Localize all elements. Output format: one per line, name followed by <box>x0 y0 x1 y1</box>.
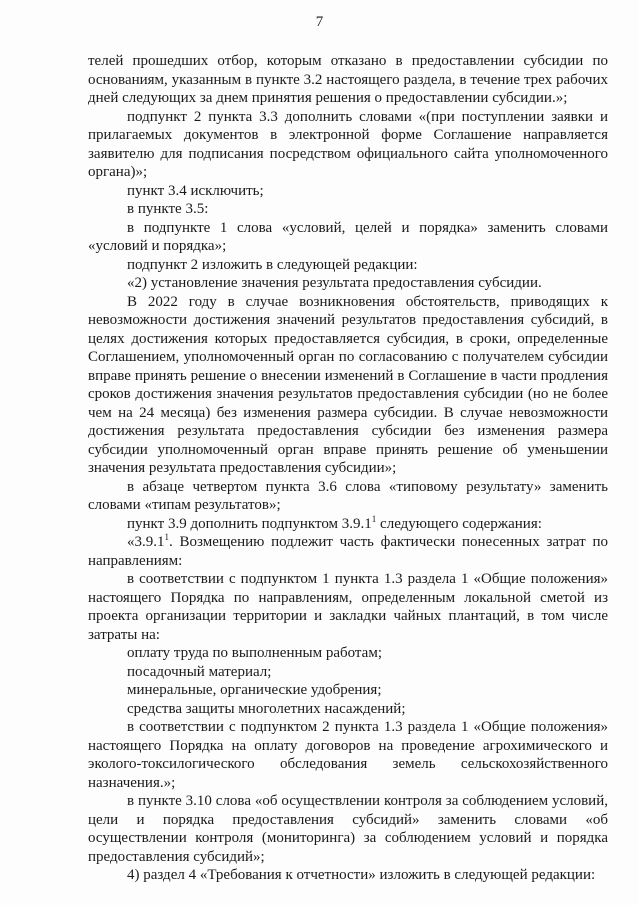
paragraph-2: подпункт 2 пункта 3.3 дополнить словами «(при поступлении заявки и прилагаемых документов в электронной форме Соглашение направляется заявителю для подписания посредством официального сайта уполномоченного органа)»; <box>88 108 608 180</box>
paragraph-11-text-b: . Возмещению подлежит часть фактически понесенных затрат по направлениям: <box>88 534 608 569</box>
paragraph-9: в абзаце четвертом пункта 3.6 слова «типовому результату» заменить словами «типам результатов»; <box>88 478 608 513</box>
paragraph-18: в пункте 3.10 слова «об осуществлении контроля за соблюдением условий, цели и порядка предоставления субсидий» заменить словами «об осуществлении контроля (мониторинга) за соблюдением условий и порядка предоставления субсидий»; <box>88 793 608 865</box>
paragraph-15: минеральные, органические удобрения; <box>127 682 382 698</box>
paragraph-10-text-b: следующего содержания: <box>376 515 542 532</box>
paragraph-16: средства защиты многолетних насаждений; <box>127 700 406 717</box>
superscript-2: 1 <box>164 532 169 542</box>
superscript-1: 1 <box>371 513 377 524</box>
paragraph-4: в пункте 3.5: <box>127 201 209 217</box>
paragraph-10 <box>88 515 608 534</box>
document-body <box>88 52 608 885</box>
paragraph-11-text-a: «3.9.1 <box>127 534 165 550</box>
paragraph-5: в подпункте 1 слова «условий, целей и порядка» заменить словами «условий и порядка»; <box>88 219 608 254</box>
paragraph-14: посадочный материал; <box>127 663 272 680</box>
paragraph-3: пункт 3.4 исключить; <box>127 182 264 199</box>
paragraph-8: В 2022 году в случае возникновения обстоятельств, приводящих к невозможности достижения значений результатов предоставления субсидий, в целях достижения которых предоставляется субсидия, в сроки, определенные Соглашением, уполномоченный орган по согласованию с получателем субсидии вправе принять решение о внесении изменений в Соглашение в части продления сроков достижения значения результатов предоставления субсидии (но не более чем на 24 месяца) без изменения размера субсидии. В случае невозможности достижения результата предоставления субсидии без изменения размера субсидии уполномоченный орган вправе принять решение об уменьшении значения результата предоставления субсидии»; <box>88 293 608 476</box>
paragraph-11 <box>88 533 608 570</box>
paragraph-10-text-a: пункт 3.9 дополнить подпунктом 3.9.1 <box>127 515 372 532</box>
page-number: 7 <box>315 14 324 30</box>
paragraph-13: оплату труда по выполненным работам; <box>127 645 382 661</box>
paragraph-1: телей прошедших отбор, которым отказано в предоставлении субсидии по основаниям, указанным в пункте 3.2 настоящего раздела, в течение трех рабочих дней следующих за днем принятия решения о предоставлении субсидии.»; <box>88 53 608 106</box>
paragraph-17: в соответствии с подпунктом 2 пункта 1.3 раздела 1 «Общие положения» настоящего Порядка на оплату договоров на проведение агрохимического и эколого-токсилогического обследования земель сельскохозяйственного назначения.»; <box>88 719 608 791</box>
paragraph-19: 4) раздел 4 «Требования к отчетности» изложить в следующей редакции: <box>127 867 596 883</box>
paragraph-7: «2) установление значения результата предоставления субсидии. <box>127 275 542 291</box>
paragraph-12: в соответствии с подпунктом 1 пункта 1.3 раздела 1 «Общие положения» настоящего Порядка по направлениям, определенным локальной сметой из проекта организации территории и закладки чайных плантаций, в том числе затраты на: <box>88 571 608 643</box>
paragraph-6: подпункт 2 изложить в следующей редакции: <box>127 256 418 273</box>
